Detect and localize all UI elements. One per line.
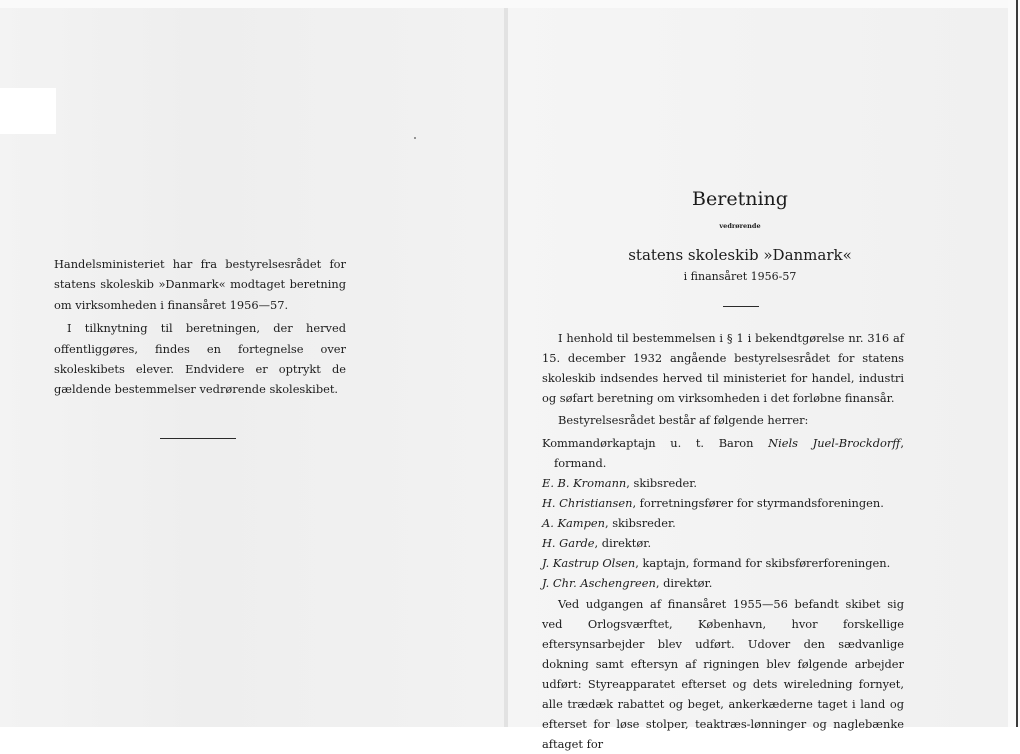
member-name: A. Kampen bbox=[542, 516, 605, 530]
member-entry: E. B. Kromann, skibsreder. bbox=[542, 476, 698, 490]
left-paragraph-2: I tilknytning til beretningen, der herved offentliggøres, findes en fortegnelse over skoleskibets elever. Endvidere er optrykt de gældende bestemmelser vedrørende skoleskibet. bbox=[54, 321, 346, 397]
paper-light-patch bbox=[0, 88, 56, 134]
member-name: J. Kastrup Olsen bbox=[542, 556, 636, 570]
member-name: H. Garde bbox=[542, 536, 595, 550]
member-name: H. Christiansen bbox=[542, 496, 633, 510]
page-subtitle: statens skoleskib »Danmark« bbox=[628, 246, 852, 264]
board-intro: Bestyrelsesrådet består af følgende herrer: bbox=[558, 413, 809, 427]
member-entry: H. Garde, direktør. bbox=[542, 536, 652, 550]
scan-right-border bbox=[1008, 0, 1020, 727]
member-name: E. B. Kromann bbox=[542, 476, 627, 490]
page-title: Beretning bbox=[692, 188, 788, 210]
member-name: J. Chr. Aschengreen bbox=[542, 576, 656, 590]
closing-paragraph: Ved udgangen af finansåret 1955—56 befandt skibet sig ved Orlogsværftet, København, hvor forskellige eftersynsarbejder blev udført. Udover den sædvanlige dokning samt eftersyn af rigningen blev følgende arbejder udført: Styreapparatet efterset og dets wireledning fornyet, alle trædæk rabattet og beget, ankerkæderne taget i land og efterset for løse stolper, teaktræs-lønninger og naglebænke aftaget for bbox=[542, 597, 904, 751]
board-intro-block bbox=[542, 410, 904, 430]
left-divider-rule bbox=[160, 438, 236, 439]
member-entry: J. Chr. Aschengreen, direktør. bbox=[542, 576, 713, 590]
member-entry: H. Christiansen, forretningsfører for styrmandsforeningen. bbox=[542, 496, 884, 510]
member-entry: Kommandørkaptajn u. t. Baron Niels Juel-Brockdorff, formand. bbox=[542, 436, 905, 470]
member-entry: A. Kampen, skibsreder. bbox=[542, 516, 676, 530]
closing-block bbox=[542, 594, 904, 754]
title-connector: vedrørende bbox=[719, 222, 761, 230]
right-intro-block bbox=[542, 328, 904, 408]
fiscal-year-line: i finansåret 1956-57 bbox=[683, 270, 797, 283]
paper-speck bbox=[414, 137, 416, 139]
member-entry: J. Kastrup Olsen, kaptajn, formand for skibsførerforeningen. bbox=[542, 556, 891, 570]
left-page-text bbox=[54, 254, 346, 400]
member-name: Niels Juel-Brockdorff bbox=[768, 436, 901, 450]
intro-paragraph: I henhold til bestemmelsen i § 1 i bekendtgørelse nr. 316 af 15. december 1932 angående bestyrelsesrådet for statens skoleskib indsendes herved til ministeriet for handel, industri og søfart beretning om virksomheden i det forløbne finansår. bbox=[542, 331, 904, 405]
scan-right-edge-line bbox=[1016, 0, 1018, 727]
board-member-list bbox=[542, 433, 904, 593]
left-paragraph-1: Handelsministeriet har fra bestyrelsesrådet for statens skoleskib »Danmark« modtaget beretning om virksomheden i finansåret 1956—57. bbox=[54, 257, 346, 312]
title-divider-rule bbox=[723, 306, 759, 307]
scan-top-border bbox=[0, 0, 1020, 8]
